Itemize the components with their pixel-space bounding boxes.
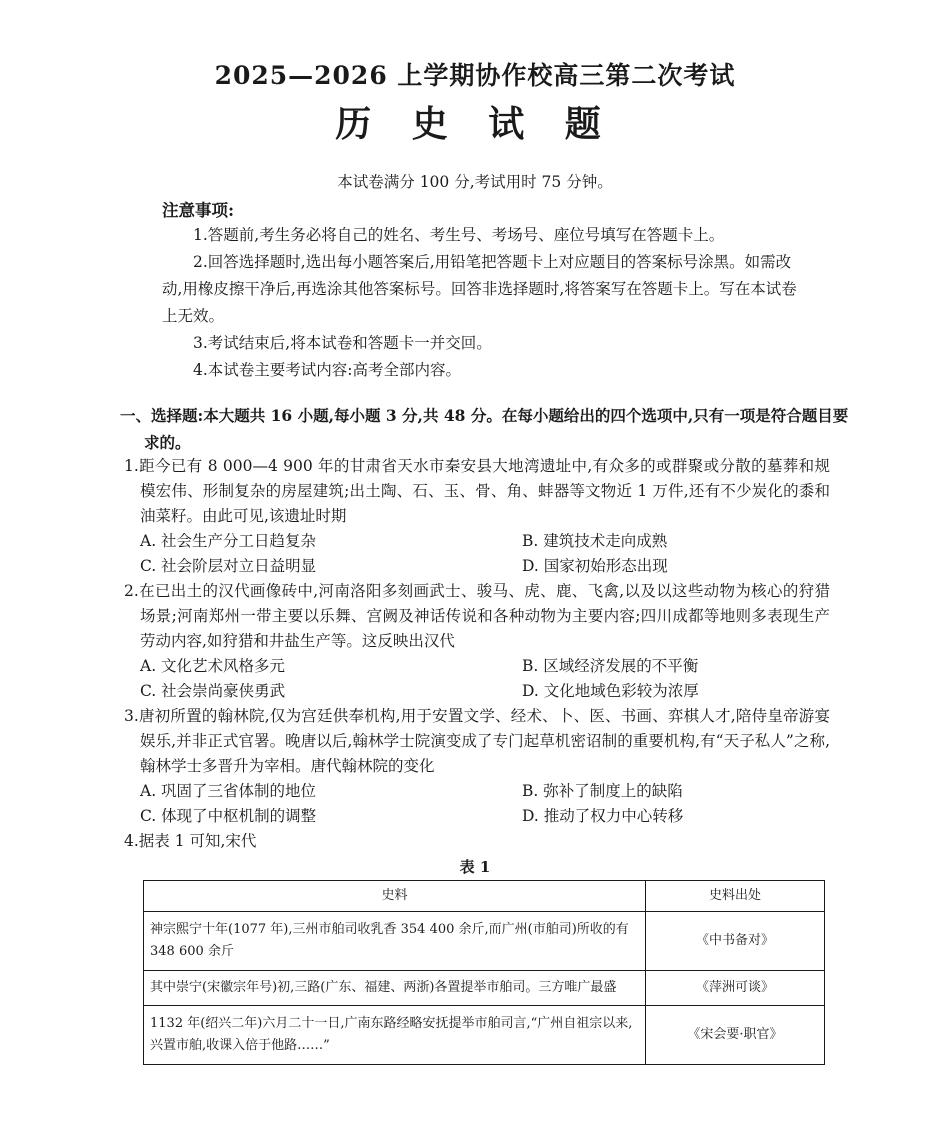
option-d: D. 推动了权力中心转移 xyxy=(522,807,684,825)
subject-title: 历 史 试 题 xyxy=(335,103,615,145)
table-row xyxy=(144,971,825,1006)
notice-item: 3.考试结束后,将本试卷和答题卡一并交回。 xyxy=(193,334,492,352)
cell-text: 神宗熙宁十年(1077 年),三州市舶司收乳香 354 400 余斤,而广州(市舶司)所收的有 348 600 余斤 xyxy=(144,912,646,971)
notice-heading: 注意事项: xyxy=(162,201,235,220)
question-1 xyxy=(124,454,830,579)
cell-source: 《萍洲可谈》 xyxy=(646,971,825,1006)
cell-source: 《宋会要·职官》 xyxy=(646,1006,825,1065)
section-heading: 一、选择题:本大题共 16 小题,每小题 3 分,共 48 分。在每小题给出的四个选项中,只有一项是符合题目要求的。 xyxy=(120,406,849,452)
question-stem: 1.距今已有 8 000—4 900 年的甘肃省天水市秦安县大地湾遗址中,有众多的或群聚或分散的墓葬和规模宏伟、形制复杂的房屋建筑;出土陶、石、玉、骨、角、蚌器等文物近 1 万件,还有不少炭化的黍和油菜籽。由此可见,该遗址时期 xyxy=(124,457,830,525)
question-3 xyxy=(124,704,830,829)
table-caption: 表 1 xyxy=(459,858,491,876)
option-b: B. 建筑技术走向成熟 xyxy=(522,532,668,550)
question-4 xyxy=(124,829,830,854)
notice-item: 4.本试卷主要考试内容:高考全部内容。 xyxy=(193,361,462,379)
option-b: B. 区域经济发展的不平衡 xyxy=(522,657,699,675)
question-stem: 4.据表 1 可知,宋代 xyxy=(124,832,257,850)
question-list xyxy=(124,454,830,854)
question-stem: 3.唐初所置的翰林院,仅为宫廷供奉机构,用于安置文学、经术、卜、医、书画、弈棋人才,陪侍皇帝游宴娱乐,并非正式官署。晚唐以后,翰林学士院演变成了专门起草机密诏制的重要机构,有“天子私人”之称,翰林学士多晋升为宰相。唐代翰林院的变化 xyxy=(124,707,830,775)
question-options xyxy=(124,779,830,829)
question-2 xyxy=(124,579,830,704)
option-a: A. 巩固了三省体制的地位 xyxy=(140,782,317,800)
option-c: C. 体现了中枢机制的调整 xyxy=(140,807,317,825)
exam-info: 本试卷满分 100 分,考试用时 75 分钟。 xyxy=(337,173,613,191)
header-source-origin: 史料出处 xyxy=(646,881,825,912)
option-a: A. 文化艺术风格多元 xyxy=(140,657,286,675)
notice-item: 1.答题前,考生务必将自己的姓名、考生号、考场号、座位号填写在答题卡上。 xyxy=(193,226,725,244)
notice-list xyxy=(162,222,802,384)
header-source-text: 史料 xyxy=(144,881,646,912)
cell-text: 1132 年(绍兴二年)六月二十一日,广南东路经略安抚提举市舶司言,“广州自祖宗以来,兴置市舶,收课入倍于他路……” xyxy=(144,1006,646,1065)
table-row xyxy=(144,912,825,971)
option-d: D. 国家初始形态出现 xyxy=(522,557,668,575)
option-d: D. 文化地域色彩较为浓厚 xyxy=(522,682,699,700)
cell-text: 其中崇宁(宋徽宗年号)初,三路(广东、福建、两浙)各置提举市舶司。三方唯广最盛 xyxy=(144,971,646,1006)
option-b: B. 弥补了制度上的缺陷 xyxy=(522,782,683,800)
option-c: C. 社会崇尚豪侠勇武 xyxy=(140,682,286,700)
exam-title: 2025—2026 上学期协作校高三第二次考试 xyxy=(214,61,736,90)
option-a: A. 社会生产分工日趋复杂 xyxy=(140,532,317,550)
cell-source: 《中书备对》 xyxy=(646,912,825,971)
question-options xyxy=(124,529,830,579)
question-stem: 2.在已出土的汉代画像砖中,河南洛阳多刻画武士、骏马、虎、鹿、飞禽,以及以这些动物为核心的狩猎场景;河南郑州一带主要以乐舞、宫阙及神话传说和各种动物为主要内容;四川成都等地则多表现生产劳动内容,如狩猎和井盐生产等。这反映出汉代 xyxy=(124,582,830,650)
notice-item: 2.回答选择题时,选出每小题答案后,用铅笔把答题卡上对应题目的答案标号涂黑。如需改动,用橡皮擦干净后,再选涂其他答案标号。回答非选择题时,将答案写在答题卡上。写在本试卷上无效。 xyxy=(162,253,797,325)
source-table xyxy=(143,880,825,1065)
question-options xyxy=(124,654,830,704)
table-row xyxy=(144,1006,825,1065)
table-header-row xyxy=(144,881,825,912)
option-c: C. 社会阶层对立日益明显 xyxy=(140,557,317,575)
